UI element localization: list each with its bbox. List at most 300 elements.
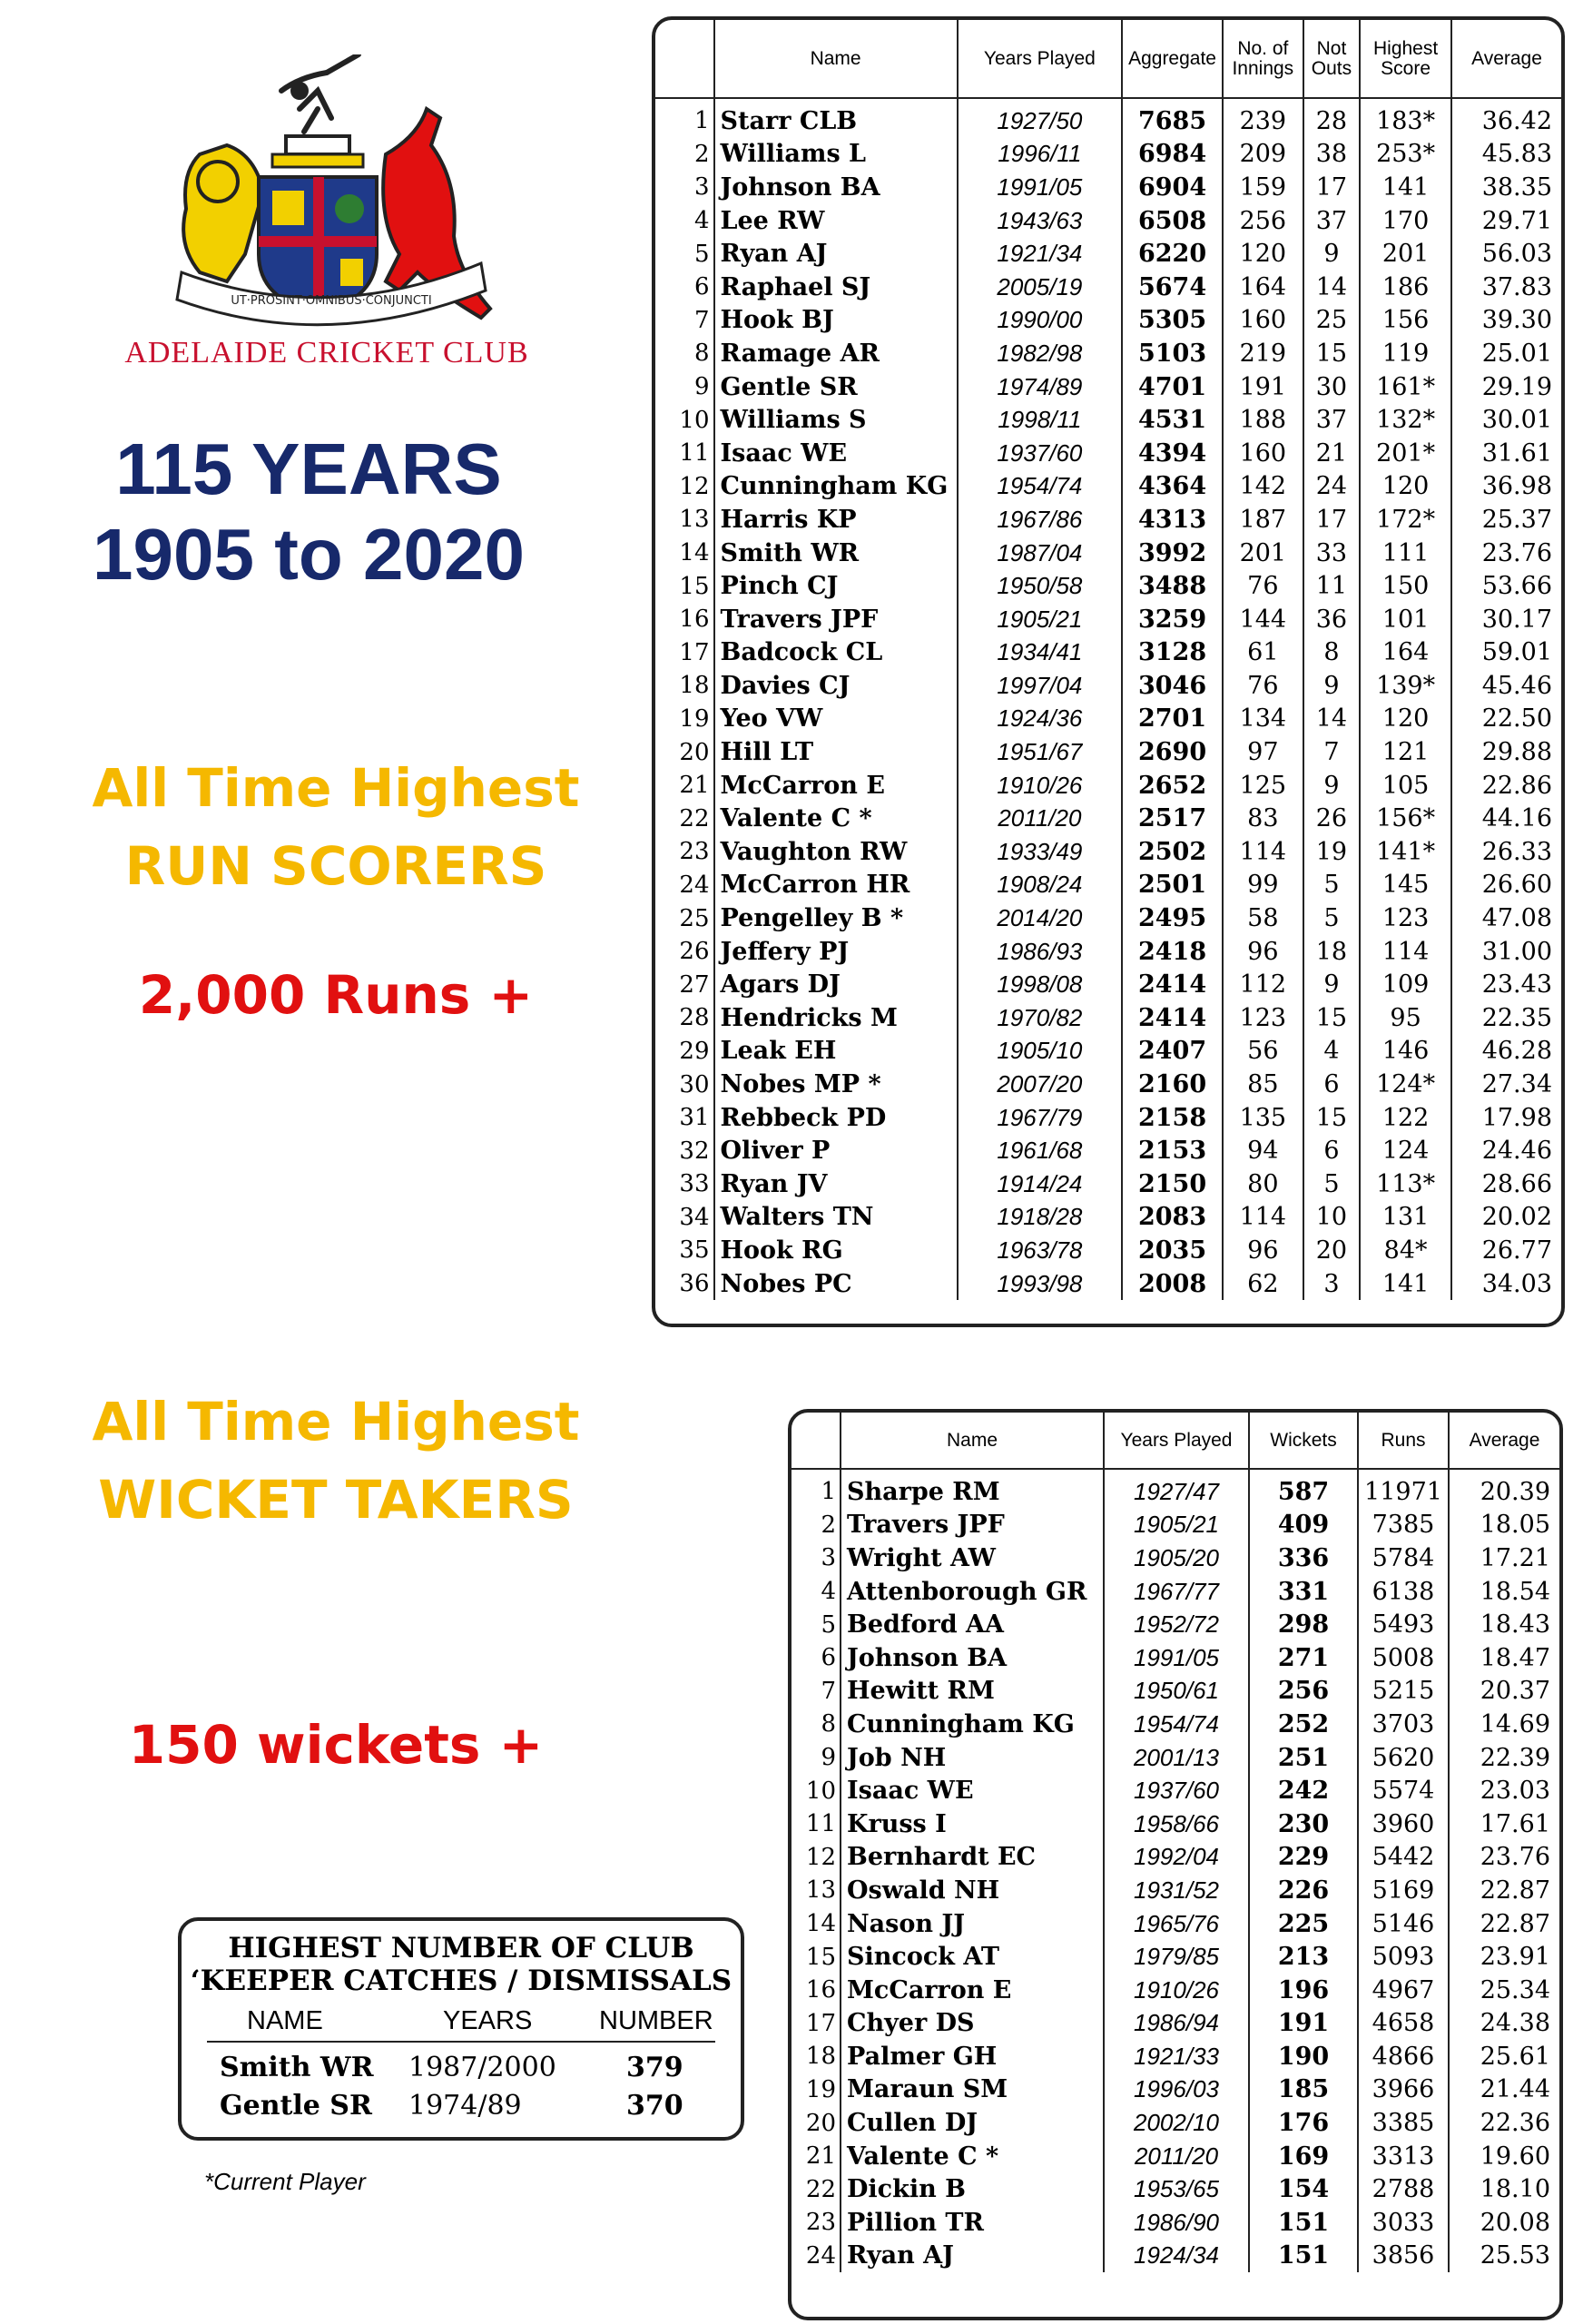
- player-name-cell: Wright AW: [841, 1541, 1104, 1575]
- rank-cell: 11: [805, 1810, 836, 1838]
- aggregate-cell: 4531: [1122, 403, 1223, 437]
- average-cell: 17.21: [1449, 1541, 1559, 1575]
- highest-score-cell: 161*: [1360, 370, 1451, 404]
- player-name-cell: Hook RG: [714, 1234, 958, 1267]
- innings-cell: 187: [1223, 503, 1303, 537]
- highest-score-header: Highest Score: [1360, 20, 1451, 98]
- wickets-cell: 409: [1249, 1509, 1358, 1542]
- average-cell: 31.61: [1451, 437, 1561, 470]
- table-row: [792, 1907, 1559, 1941]
- aggregate-cell: 7685: [1122, 98, 1223, 138]
- years-played-cell: 1996/11: [958, 138, 1122, 172]
- rank-cell: 1: [821, 1478, 836, 1506]
- average-cell: 17.98: [1451, 1101, 1561, 1135]
- wickets-cell: 190: [1249, 2040, 1358, 2073]
- aggregate-cell: 6508: [1122, 204, 1223, 238]
- years-played-cell: 1924/36: [958, 703, 1122, 736]
- player-name-cell: Harris KP: [714, 503, 958, 537]
- innings-cell: 134: [1223, 703, 1303, 736]
- years-played-cell: 1918/28: [958, 1201, 1122, 1235]
- rank-cell: 8: [821, 1710, 836, 1738]
- table-row: [655, 835, 1561, 869]
- runs-cell: 3313: [1358, 2140, 1449, 2173]
- rank-cell: 22: [805, 2175, 836, 2203]
- highest-score-cell: 183*: [1360, 98, 1451, 138]
- player-name-cell: Valente C *: [714, 802, 958, 835]
- years-played-cell: 1970/82: [958, 1001, 1122, 1035]
- innings-cell: 239: [1223, 98, 1303, 138]
- wickets-cell: 256: [1249, 1675, 1358, 1709]
- average-cell: 25.01: [1451, 337, 1561, 370]
- average-cell: 26.33: [1451, 835, 1561, 869]
- aggregate-cell: 2150: [1122, 1167, 1223, 1201]
- years-played-cell: 1953/65: [1104, 2172, 1249, 2206]
- rank-cell: 15: [805, 1943, 836, 1971]
- rank-cell: 10: [805, 1777, 836, 1805]
- innings-cell: 209: [1223, 138, 1303, 172]
- years-played-cell: 2007/20: [958, 1068, 1122, 1101]
- keeper-number: 379: [626, 2052, 683, 2083]
- not-outs-cell: 14: [1303, 271, 1361, 304]
- innings-cell: 56: [1223, 1035, 1303, 1068]
- years-played-cell: 1950/58: [958, 569, 1122, 603]
- average-cell: 28.66: [1451, 1167, 1561, 1201]
- not-outs-cell: 38: [1303, 138, 1361, 172]
- highest-score-cell: 146: [1360, 1035, 1451, 1068]
- rank-cell: 9: [821, 1744, 836, 1772]
- table-row: [792, 1874, 1559, 1907]
- not-outs-cell: 5: [1303, 1167, 1361, 1201]
- not-outs-cell: 5: [1303, 901, 1361, 935]
- not-outs-cell: 25: [1303, 304, 1361, 338]
- average-cell: 29.19: [1451, 370, 1561, 404]
- average-cell: 23.91: [1449, 1940, 1559, 1974]
- rank-cell: 16: [679, 606, 710, 634]
- wickets-cell: 185: [1249, 2073, 1358, 2107]
- years-played-cell: 1914/24: [958, 1167, 1122, 1201]
- aggregate-cell: 2160: [1122, 1068, 1223, 1101]
- wickets-cell: 196: [1249, 1974, 1358, 2007]
- rank-cell: 20: [679, 738, 710, 766]
- keeper-name-header: NAME: [247, 2006, 323, 2035]
- runs-cell: 5008: [1358, 1641, 1449, 1675]
- keeper-title-line-2: ‘KEEPER CATCHES / DISMISSALS: [190, 1965, 733, 1997]
- highest-score-cell: 124: [1360, 1134, 1451, 1167]
- highest-score-cell: 141: [1360, 171, 1451, 204]
- average-cell: 20.02: [1451, 1201, 1561, 1235]
- wickets-cell: 176: [1249, 2106, 1358, 2140]
- aggregate-cell: 2495: [1122, 901, 1223, 935]
- wickets-cell: 336: [1249, 1541, 1358, 1575]
- player-name-cell: McCarron E: [714, 769, 958, 803]
- average-cell: 17.61: [1449, 1807, 1559, 1841]
- aggregate-cell: 3046: [1122, 669, 1223, 703]
- rank-cell: 2: [821, 1511, 836, 1539]
- keeper-divider: [207, 2041, 715, 2043]
- highest-score-cell: 123: [1360, 901, 1451, 935]
- average-cell: 29.88: [1451, 735, 1561, 769]
- table-row: [655, 370, 1561, 404]
- aggregate-cell: 2158: [1122, 1101, 1223, 1135]
- aggregate-cell: 4313: [1122, 503, 1223, 537]
- player-name-cell: Valente C *: [841, 2140, 1104, 2173]
- years-played-cell: 1991/05: [1104, 1641, 1249, 1675]
- rank-cell: 17: [679, 638, 710, 666]
- average-cell: 30.01: [1451, 403, 1561, 437]
- average-cell: 45.46: [1451, 669, 1561, 703]
- not-outs-cell: 14: [1303, 703, 1361, 736]
- table-row: [655, 1234, 1561, 1267]
- aggregate-cell: 2407: [1122, 1035, 1223, 1068]
- average-cell: 20.08: [1449, 2206, 1559, 2240]
- not-outs-cell: 19: [1303, 835, 1361, 869]
- keeper-name: Gentle SR: [220, 2090, 372, 2122]
- aggregate-cell: 2690: [1122, 735, 1223, 769]
- not-outs-cell: 33: [1303, 537, 1361, 570]
- player-name-cell: Ryan AJ: [714, 237, 958, 271]
- rank-cell: 25: [679, 904, 710, 932]
- average-cell: 30.17: [1451, 603, 1561, 636]
- table-row: [792, 2040, 1559, 2073]
- player-name-cell: Ryan AJ: [841, 2240, 1104, 2273]
- years-played-cell: 1927/47: [1104, 1469, 1249, 1509]
- wickets-cell: 169: [1249, 2140, 1358, 2173]
- highest-score-cell: 101: [1360, 603, 1451, 636]
- runs-cell: 7385: [1358, 1509, 1449, 1542]
- innings-cell: 160: [1223, 304, 1303, 338]
- player-name-cell: Sincock AT: [841, 1940, 1104, 1974]
- wickets-header: Wickets: [1249, 1413, 1358, 1469]
- table-row: [655, 1101, 1561, 1135]
- years-played-cell: 1951/67: [958, 735, 1122, 769]
- innings-cell: 80: [1223, 1167, 1303, 1201]
- years-played-cell: 1908/24: [958, 869, 1122, 902]
- table-row: [655, 537, 1561, 570]
- years-played-cell: 1937/60: [958, 437, 1122, 470]
- rank-cell: 17: [805, 2009, 836, 2037]
- player-name-cell: Oliver P: [714, 1134, 958, 1167]
- aggregate-cell: 4394: [1122, 437, 1223, 470]
- wicket-takers-threshold: 150 wickets +: [128, 1714, 544, 1776]
- player-name-cell: Williams L: [714, 138, 958, 172]
- average-cell: 24.46: [1451, 1134, 1561, 1167]
- innings-cell: 120: [1223, 237, 1303, 271]
- rank-cell: 18: [679, 672, 710, 700]
- player-name-cell: Leak EH: [714, 1035, 958, 1068]
- not-outs-cell: 6: [1303, 1068, 1361, 1101]
- rank-cell: 26: [679, 938, 710, 966]
- player-name-cell: Davies CJ: [714, 669, 958, 703]
- table-row: [792, 1807, 1559, 1841]
- run-scorers-heading-line-2: RUN SCORERS: [124, 835, 547, 897]
- aggregate-cell: 6984: [1122, 138, 1223, 172]
- rank-cell: 24: [679, 871, 710, 899]
- average-cell: 19.60: [1449, 2140, 1559, 2173]
- not-outs-cell: 9: [1303, 669, 1361, 703]
- player-name-cell: Yeo VW: [714, 703, 958, 736]
- rank-cell: 7: [821, 1677, 836, 1705]
- keeper-number-header: NUMBER: [599, 2006, 713, 2035]
- player-name-cell: Isaac WE: [841, 1774, 1104, 1807]
- rank-cell: 36: [679, 1270, 710, 1298]
- rank-cell: 4: [821, 1578, 836, 1606]
- rank-cell: 1: [693, 107, 710, 135]
- player-name-cell: Ramage AR: [714, 337, 958, 370]
- run-scorers-table: [652, 16, 1565, 1327]
- table-row: [655, 935, 1561, 969]
- years-played-cell: 1986/90: [1104, 2206, 1249, 2240]
- rank-cell: 8: [693, 340, 710, 368]
- innings-cell: 85: [1223, 1068, 1303, 1101]
- not-outs-cell: 9: [1303, 968, 1361, 1001]
- highest-score-cell: 170: [1360, 204, 1451, 238]
- average-header: Average: [1449, 1413, 1559, 1469]
- years-played-cell: 1991/05: [958, 171, 1122, 204]
- player-name-cell: Jeffery PJ: [714, 935, 958, 969]
- innings-cell: 160: [1223, 437, 1303, 470]
- player-name-cell: Johnson BA: [841, 1641, 1104, 1675]
- table-row: [792, 1608, 1559, 1641]
- highest-score-cell: 84*: [1360, 1234, 1451, 1267]
- rank-cell: 14: [805, 1910, 836, 1938]
- average-cell: 18.05: [1449, 1509, 1559, 1542]
- rank-cell: 13: [805, 1876, 836, 1905]
- runs-cell: 5093: [1358, 1940, 1449, 1974]
- keeper-title: [182, 1932, 741, 1997]
- innings-cell: 159: [1223, 171, 1303, 204]
- not-outs-cell: 17: [1303, 503, 1361, 537]
- table-row: [655, 1134, 1561, 1167]
- innings-cell: 114: [1223, 1201, 1303, 1235]
- player-name-cell: Bernhardt EC: [841, 1841, 1104, 1875]
- table-row: [655, 901, 1561, 935]
- rank-cell: 10: [679, 406, 710, 434]
- rank-header: [655, 20, 714, 98]
- club-crest: [145, 54, 526, 345]
- aggregate-cell: 3488: [1122, 569, 1223, 603]
- years-played-cell: 1905/20: [1104, 1541, 1249, 1575]
- rank-cell: 27: [679, 970, 710, 999]
- innings-cell: 144: [1223, 603, 1303, 636]
- rank-cell: 9: [693, 373, 710, 401]
- rank-cell: 23: [679, 838, 710, 866]
- wickets-cell: 252: [1249, 1708, 1358, 1741]
- player-name-cell: Gentle SR: [714, 370, 958, 404]
- table-row: [792, 1509, 1559, 1542]
- table-row: [792, 2073, 1559, 2107]
- average-cell: 23.43: [1451, 968, 1561, 1001]
- table-row: [792, 2206, 1559, 2240]
- rank-cell: 23: [805, 2209, 836, 2237]
- rank-cell: 5: [821, 1610, 836, 1639]
- rank-cell: 24: [805, 2241, 836, 2270]
- years-played-cell: 1961/68: [958, 1134, 1122, 1167]
- wickets-cell: 213: [1249, 1940, 1358, 1974]
- average-cell: 56.03: [1451, 237, 1561, 271]
- player-name-cell: Cunningham KG: [714, 470, 958, 504]
- runs-cell: 4658: [1358, 2007, 1449, 2041]
- table-row: [655, 403, 1561, 437]
- runs-cell: 3385: [1358, 2106, 1449, 2140]
- average-cell: 25.61: [1449, 2040, 1559, 2073]
- aggregate-cell: 6220: [1122, 237, 1223, 271]
- player-name-cell: Isaac WE: [714, 437, 958, 470]
- player-name-cell: Palmer GH: [841, 2040, 1104, 2073]
- aggregate-cell: 2083: [1122, 1201, 1223, 1235]
- years-played-cell: 1990/00: [958, 304, 1122, 338]
- average-cell: 23.03: [1449, 1774, 1559, 1807]
- not-outs-cell: 4: [1303, 1035, 1361, 1068]
- wickets-cell: 191: [1249, 2007, 1358, 2041]
- aggregate-cell: 2418: [1122, 935, 1223, 969]
- innings-cell: 188: [1223, 403, 1303, 437]
- aggregate-cell: 2517: [1122, 802, 1223, 835]
- years-line-2: 1905 to 2020: [93, 514, 525, 595]
- average-cell: 25.34: [1449, 1974, 1559, 2007]
- highest-score-cell: 121: [1360, 735, 1451, 769]
- rank-cell: 3: [693, 173, 710, 202]
- player-name-cell: Nobes MP *: [714, 1068, 958, 1101]
- table-row: [655, 569, 1561, 603]
- player-name-cell: Chyer DS: [841, 2007, 1104, 2041]
- runs-cell: 5146: [1358, 1907, 1449, 1941]
- runs-cell: 3966: [1358, 2073, 1449, 2107]
- average-cell: 45.83: [1451, 138, 1561, 172]
- wickets-cell: 151: [1249, 2206, 1358, 2240]
- aggregate-cell: 2153: [1122, 1134, 1223, 1167]
- rank-cell: 20: [805, 2109, 836, 2137]
- player-name-cell: Bedford AA: [841, 1608, 1104, 1641]
- aggregate-cell: 5674: [1122, 271, 1223, 304]
- player-name-cell: Johnson BA: [714, 171, 958, 204]
- table-row: [655, 98, 1561, 138]
- player-name-cell: Hook BJ: [714, 304, 958, 338]
- highest-score-cell: 114: [1360, 935, 1451, 969]
- not-outs-cell: 15: [1303, 337, 1361, 370]
- not-outs-cell: 9: [1303, 769, 1361, 803]
- average-cell: 14.69: [1449, 1708, 1559, 1741]
- aggregate-cell: 2035: [1122, 1234, 1223, 1267]
- average-cell: 22.87: [1449, 1874, 1559, 1907]
- years-played-cell: 1954/74: [958, 470, 1122, 504]
- innings-cell: 164: [1223, 271, 1303, 304]
- table-row: [792, 1741, 1559, 1775]
- average-header: Average: [1451, 20, 1561, 98]
- player-name-cell: Travers JPF: [714, 603, 958, 636]
- years-played-cell: 1931/52: [1104, 1874, 1249, 1907]
- innings-cell: 96: [1223, 935, 1303, 969]
- years-played-cell: 1958/66: [1104, 1807, 1249, 1841]
- innings-cell: 135: [1223, 1101, 1303, 1135]
- not-outs-cell: 6: [1303, 1134, 1361, 1167]
- average-cell: 27.34: [1451, 1068, 1561, 1101]
- runs-header: Runs: [1358, 1413, 1449, 1469]
- highest-score-cell: 132*: [1360, 403, 1451, 437]
- years-played-cell: 1998/11: [958, 403, 1122, 437]
- years-played-cell: 1998/08: [958, 968, 1122, 1001]
- wickets-cell: 271: [1249, 1641, 1358, 1675]
- years-played-cell: 1997/04: [958, 669, 1122, 703]
- average-cell: 39.30: [1451, 304, 1561, 338]
- average-cell: 37.83: [1451, 271, 1561, 304]
- wickets-cell: 225: [1249, 1907, 1358, 1941]
- table-row: [655, 138, 1561, 172]
- years-played-cell: 1952/72: [1104, 1608, 1249, 1641]
- rank-cell: 18: [805, 2043, 836, 2071]
- table-row: [792, 1675, 1559, 1709]
- player-name-cell: Ryan JV: [714, 1167, 958, 1201]
- rank-cell: 22: [679, 804, 710, 832]
- player-name-cell: Vaughton RW: [714, 835, 958, 869]
- table-row: [655, 603, 1561, 636]
- years-played-cell: 1910/26: [1104, 1974, 1249, 2007]
- years-played-cell: 1993/98: [958, 1267, 1122, 1301]
- aggregate-cell: 2502: [1122, 835, 1223, 869]
- table-row: [792, 1708, 1559, 1741]
- years-played-cell: 1933/49: [958, 835, 1122, 869]
- highest-score-cell: 105: [1360, 769, 1451, 803]
- years-played-cell: 1967/77: [1104, 1575, 1249, 1609]
- years-played-cell: 1982/98: [958, 337, 1122, 370]
- average-cell: 34.03: [1451, 1267, 1561, 1301]
- innings-cell: 96: [1223, 1234, 1303, 1267]
- average-cell: 20.39: [1449, 1469, 1559, 1509]
- rank-cell: 29: [679, 1037, 710, 1065]
- innings-cell: 191: [1223, 370, 1303, 404]
- wicket-takers-heading: [54, 1383, 617, 1539]
- innings-cell: 94: [1223, 1134, 1303, 1167]
- not-outs-cell: 20: [1303, 1234, 1361, 1267]
- rank-cell: 19: [679, 704, 710, 733]
- highest-score-cell: 253*: [1360, 138, 1451, 172]
- average-cell: 20.37: [1449, 1675, 1559, 1709]
- keeper-years: 1974/89: [408, 2090, 522, 2122]
- player-name-cell: Job NH: [841, 1741, 1104, 1775]
- table-row: [792, 2172, 1559, 2206]
- keeper-dismissals-box: [178, 1917, 744, 2141]
- innings-cell: 123: [1223, 1001, 1303, 1035]
- player-name-cell: Williams S: [714, 403, 958, 437]
- runs-cell: 3033: [1358, 2206, 1449, 2240]
- table-row: [792, 1974, 1559, 2007]
- player-name-cell: Hendricks M: [714, 1001, 958, 1035]
- rank-cell: 32: [679, 1137, 710, 1165]
- table-row: [655, 869, 1561, 902]
- years-played-cell: 2001/13: [1104, 1741, 1249, 1775]
- innings-cell: 142: [1223, 470, 1303, 504]
- rank-cell: 6: [693, 273, 710, 301]
- table-row: [655, 802, 1561, 835]
- highest-score-cell: 124*: [1360, 1068, 1451, 1101]
- rank-cell: 21: [679, 772, 710, 800]
- runs-cell: 3703: [1358, 1708, 1449, 1741]
- aggregate-cell: 6904: [1122, 171, 1223, 204]
- average-cell: 38.35: [1451, 171, 1561, 204]
- player-name-cell: Pengelley B *: [714, 901, 958, 935]
- years-played-cell: 1963/78: [958, 1234, 1122, 1267]
- average-cell: 24.38: [1449, 2007, 1559, 2041]
- average-cell: 18.47: [1449, 1641, 1559, 1675]
- average-cell: 18.54: [1449, 1575, 1559, 1609]
- rank-header: [792, 1413, 841, 1469]
- wickets-cell: 298: [1249, 1608, 1358, 1641]
- player-name-cell: Nobes PC: [714, 1267, 958, 1301]
- table-row: [792, 2106, 1559, 2140]
- player-name-cell: Sharpe RM: [841, 1469, 1104, 1509]
- aggregate-cell: 2414: [1122, 968, 1223, 1001]
- average-cell: 21.44: [1449, 2073, 1559, 2107]
- average-cell: 22.50: [1451, 703, 1561, 736]
